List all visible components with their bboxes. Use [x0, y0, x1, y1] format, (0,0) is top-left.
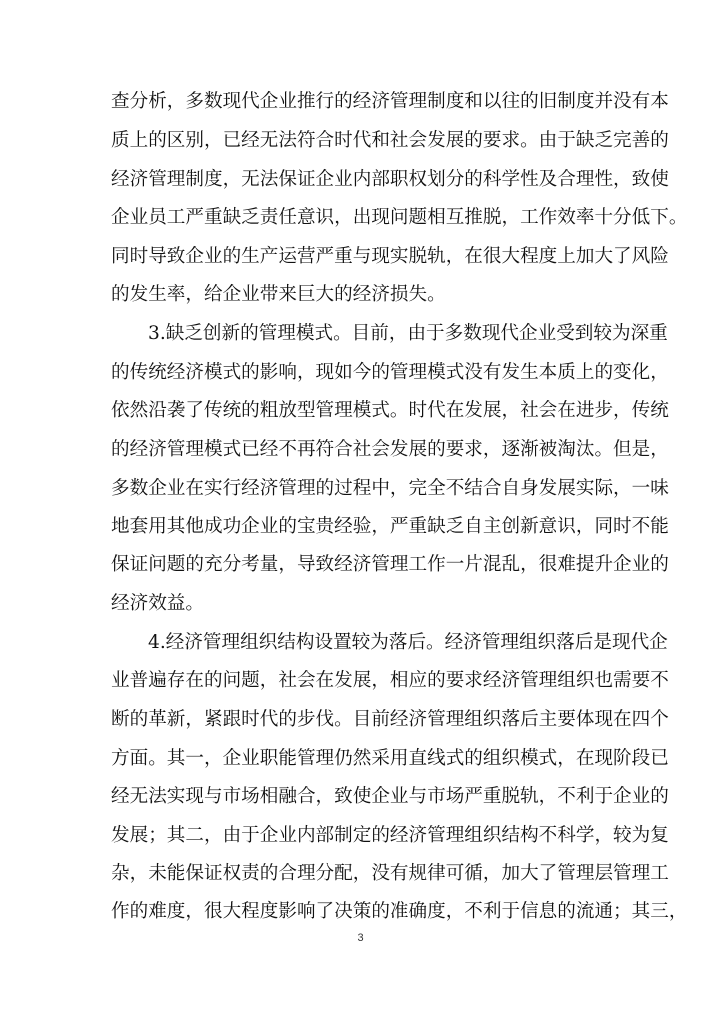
section-heading-line: 4.经济管理组织结构设置较为落后。经济管理组织落后是现代企 — [148, 632, 668, 653]
text-line: 业普遍存在的问题，社会在发展，相应的要求经济管理组织也需要不 — [111, 670, 669, 691]
text-line: 保证问题的充分考量，导致经济管理工作一片混乱，很难提升企业的 — [111, 554, 669, 575]
text-line: 经济效益。 — [111, 593, 204, 614]
text-line: 杂，未能保证权责的合理分配，没有规律可循，加大了管理层管理工 — [111, 863, 669, 884]
text-line: 的传统经济模式的影响，现如今的管理模式没有发生本质上的变化， — [111, 362, 669, 383]
text-line: 查分析，多数现代企业推行的经济管理制度和以往的旧制度并没有本 — [111, 91, 669, 112]
text-line: 企业员工严重缺乏责任意识，出现问题相互推脱，工作效率十分低下。 — [111, 207, 688, 228]
text-line: 质上的区别，已经无法符合时代和社会发展的要求。由于缺乏完善的 — [111, 130, 669, 151]
text-line: 地套用其他成功企业的宝贵经验，严重缺乏自主创新意识，同时不能 — [111, 516, 669, 537]
page-number: 3 — [357, 932, 364, 944]
text-line: 作的难度，很大程度影响了决策的准确度，不利于信息的流通；其三， — [111, 901, 688, 922]
text-line: 方面。其一，企业职能管理仍然采用直线式的组织模式，在现阶段已 — [111, 748, 669, 769]
text-line: 的经济管理模式已经不再符合社会发展的要求，逐渐被淘汰。但是， — [111, 439, 669, 460]
text-line: 多数企业在实行经济管理的过程中，完全不结合自身发展实际，一味 — [111, 478, 669, 499]
section-heading-line: 3.缺乏创新的管理模式。目前，由于多数现代企业受到较为深重 — [148, 323, 668, 344]
text-line: 发展；其二，由于企业内部制定的经济管理组织结构不科学，较为复 — [111, 825, 669, 846]
text-line: 经济管理制度，无法保证企业内部职权划分的科学性及合理性，致使 — [111, 169, 669, 190]
text-line: 的发生率，给企业带来巨大的经济损失。 — [111, 284, 446, 305]
text-line: 同时导致企业的生产运营严重与现实脱轨，在很大程度上加大了风险 — [111, 246, 669, 267]
text-line: 依然沿袭了传统的粗放型管理模式。时代在发展，社会在进步，传统 — [111, 400, 669, 421]
text-line: 经无法实现与市场相融合，致使企业与市场严重脱轨，不利于企业的 — [111, 786, 669, 807]
text-line: 断的革新，紧跟时代的步伐。目前经济管理组织落后主要体现在四个 — [111, 709, 669, 730]
